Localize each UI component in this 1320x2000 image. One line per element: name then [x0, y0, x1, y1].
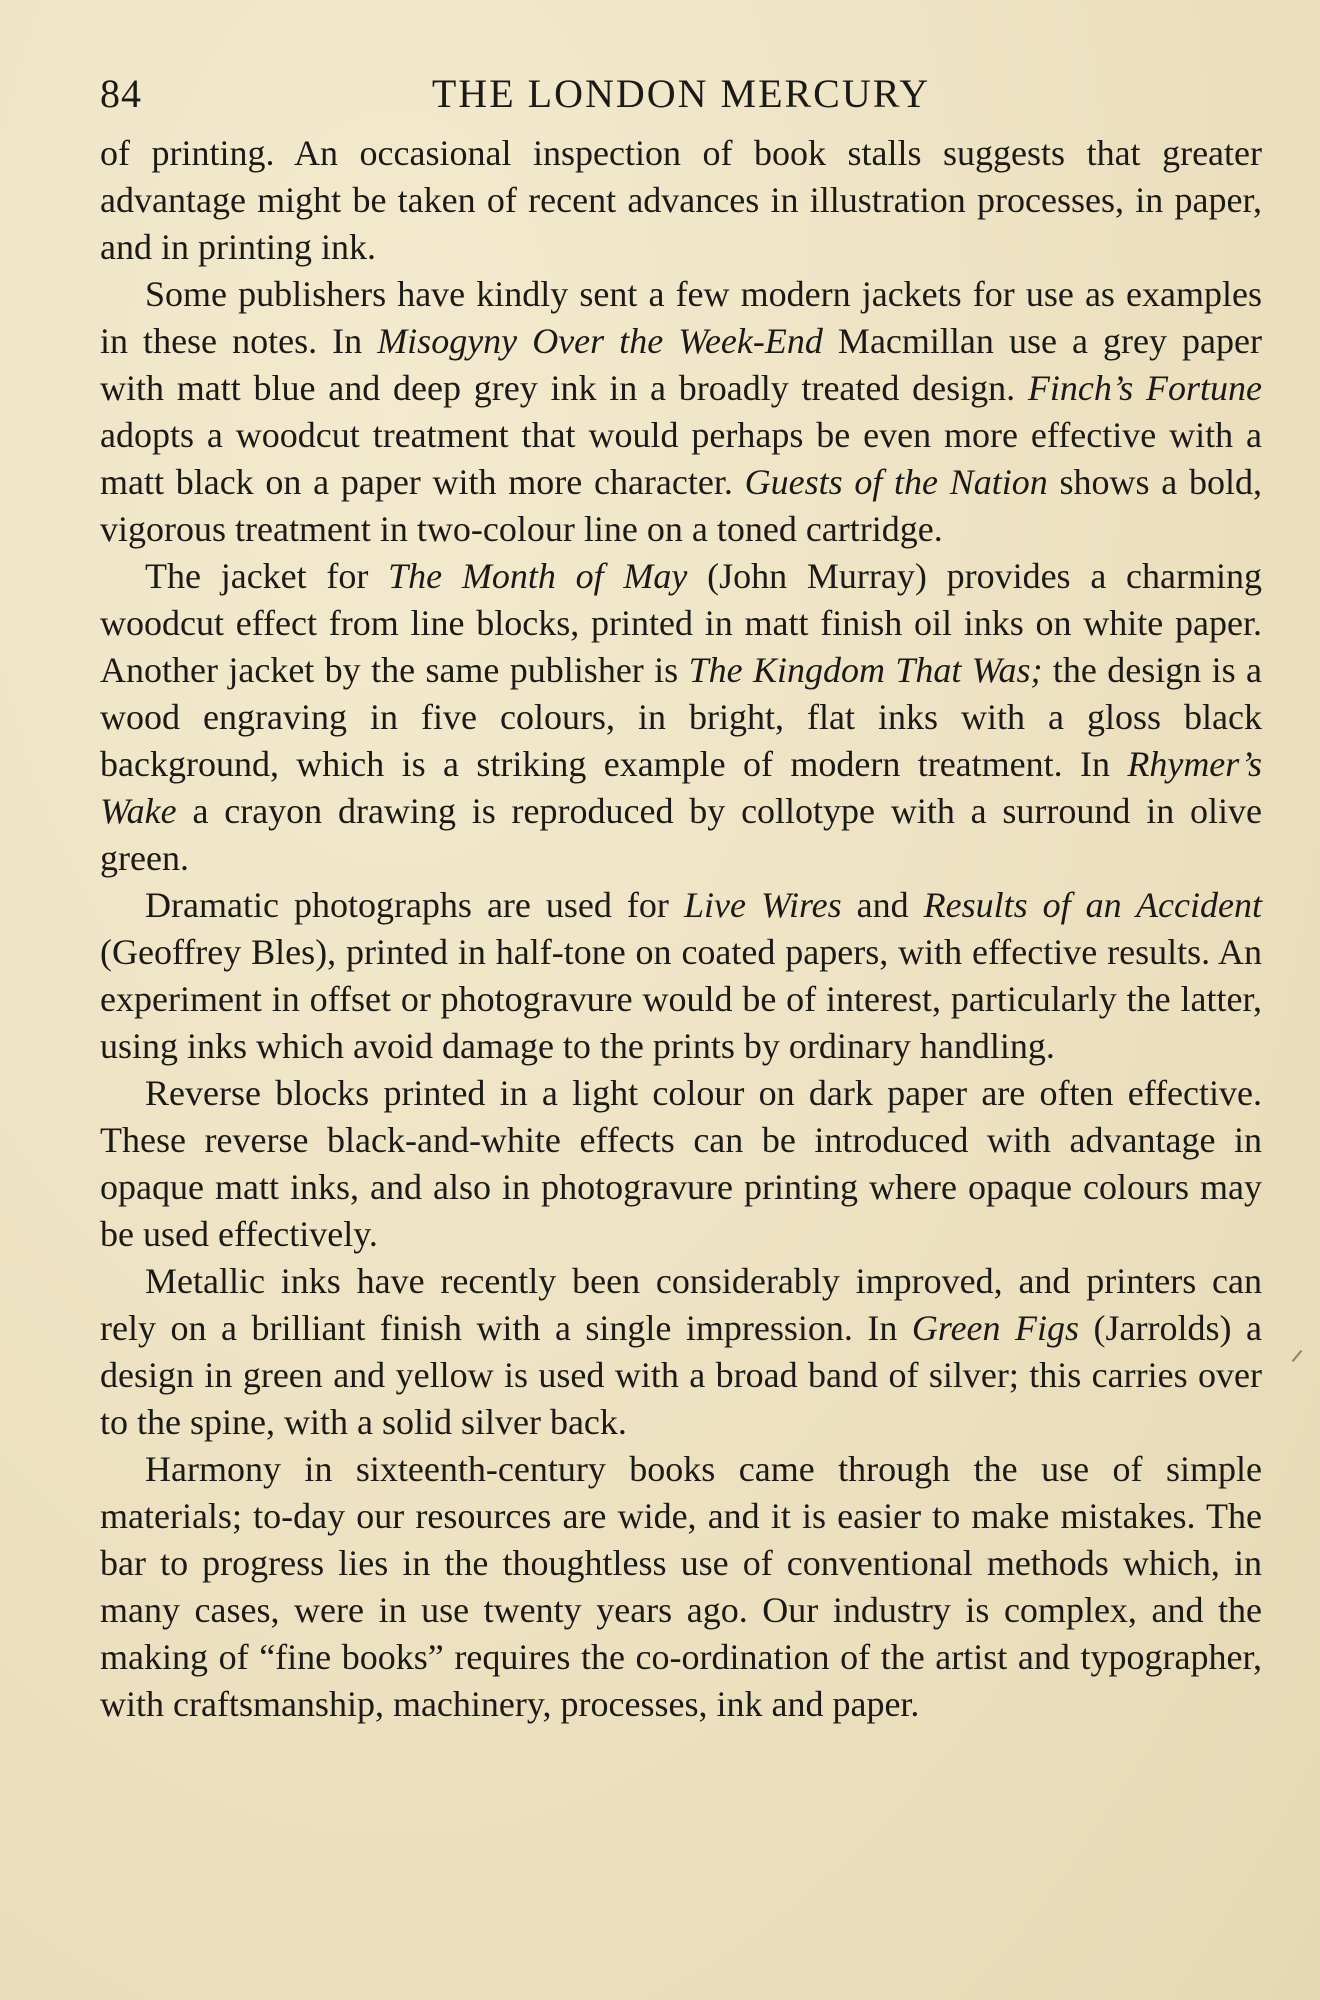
paragraph: [100, 271, 1262, 553]
paragraph: [100, 1258, 1262, 1446]
text-run: the design is a wood engraving in five colours, in bright, flat inks with a gloss black background, which is a striking example of modern treatment. In: [100, 650, 1262, 784]
text-run: Reverse blocks printed in a light colour on dark paper are often effective. These reverse black-and-white effects can be introduced with advantage in opaque matt inks, and also in photogravure printing where opaque colours may be used effectively.: [100, 1073, 1262, 1254]
text-run: (Jarrolds) a design in green and yellow is used with a broad band of silver; this carries over to the spine, with a solid silver back.: [100, 1308, 1262, 1442]
text-run: Macmillan use a grey paper with matt blue and deep grey ink in a broadly treated design.: [100, 321, 1262, 408]
text-run: and: [841, 885, 924, 925]
running-head: [100, 70, 1262, 130]
title-italic: Results of an Accident: [923, 885, 1262, 925]
paragraph: [100, 1446, 1262, 1728]
title-italic: Finch’s Fortune: [1027, 368, 1262, 408]
body-text: [100, 130, 1262, 1728]
title-italic: Live Wires: [683, 885, 842, 925]
paragraph: [100, 1070, 1262, 1258]
title-italic: The Kingdom That Was;: [688, 650, 1043, 690]
title-italic: Green Figs: [911, 1308, 1080, 1348]
text-run: Some publishers have kindly sent a few modern jackets for use as examples in these notes. In: [100, 274, 1262, 361]
page-number: 84: [100, 71, 142, 116]
title-italic: Rhymer’s Wake: [100, 744, 1262, 831]
text-run: The jacket for: [145, 556, 389, 596]
paragraph: [100, 130, 1262, 271]
paragraph: [100, 553, 1262, 882]
paragraph: [100, 882, 1262, 1070]
text-run: Harmony in sixteenth-century books came through the use of simple materials; to-day our resources are wide, and it is easier to make mistakes. The bar to progress lies in the thoughtless use of conventional methods which, in many cases, were in use twenty years ago. Our industry is complex, and the making of “fine books” requires the co-ordination of the artist and typographer, with craftsmanship, machinery, processes, ink and paper.: [100, 1449, 1262, 1724]
journal-title: THE LONDON MERCURY: [431, 71, 931, 116]
text-run: Metallic inks have recently been considerably improved, and printers can rely on a brilliant finish with a single impression. In: [100, 1261, 1262, 1348]
text-run: (Geoffrey Bles), printed in half-tone on coated papers, with effective results. An experiment in offset or photogravure would be of interest, particularly the latter, using inks which avoid damage to the prints by ordinary handling.: [100, 932, 1262, 1066]
text-run: Dramatic photographs are used for: [145, 885, 684, 925]
title-italic: Guests of the Nation: [744, 462, 1048, 502]
title-italic: The Month of May: [388, 556, 688, 596]
paper-speck: [1292, 1350, 1303, 1362]
text-run: a crayon drawing is reproduced by collotype with a surround in olive green.: [100, 791, 1262, 878]
text-run: (John Murray) provides a charming woodcut effect from line blocks, printed in matt finish oil inks on white paper. Another jacket by the same publisher is: [100, 556, 1262, 690]
text-run: shows a bold, vigorous treatment in two-colour line on a toned cartridge.: [100, 462, 1262, 549]
text-run: adopts a woodcut treatment that would perhaps be even more effective with a matt black on a paper with more character.: [100, 415, 1262, 502]
title-italic: Misogyny Over the Week-End: [377, 321, 823, 361]
text-run: of printing. An occasional inspection of book stalls suggests that greater advantage might be taken of recent advances in illustration processes, in paper, and in printing ink.: [100, 133, 1262, 267]
page: [100, 70, 1262, 1728]
